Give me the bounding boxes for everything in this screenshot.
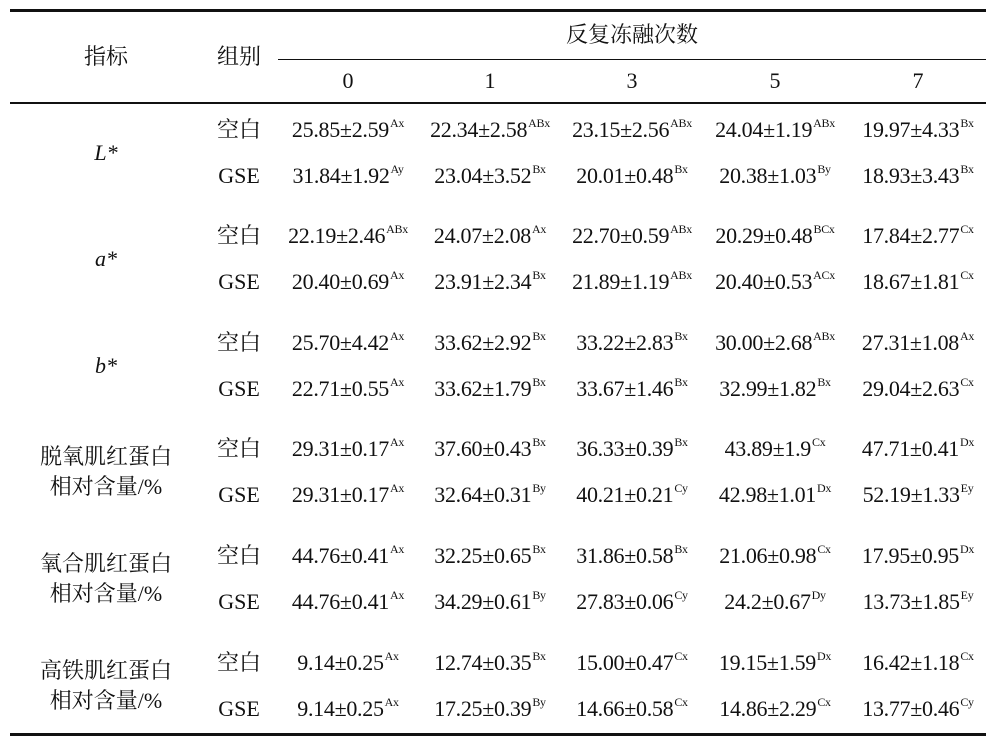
mean-sd-value: 23.04±3.52 xyxy=(434,163,532,188)
value-cell xyxy=(297,696,398,722)
mean-sd-value: 18.93±3.43 xyxy=(862,163,960,188)
significance-letters: By xyxy=(532,695,546,709)
value-cell xyxy=(719,482,831,508)
mean-sd-value: 34.29±0.61 xyxy=(434,589,532,614)
indicator-label-line: L* xyxy=(94,140,118,165)
mean-sd-value: 33.67±1.46 xyxy=(576,376,674,401)
group-cell: 空白 xyxy=(216,650,262,675)
significance-letters: Cx xyxy=(674,695,688,709)
cycle-header-1: 1 xyxy=(484,68,496,93)
significance-letters: ABx xyxy=(386,222,408,236)
indicator-label-line: 脱氧肌红蛋白 xyxy=(39,444,173,469)
indicator-label-line: 相对含量/% xyxy=(49,474,163,499)
significance-letters: Bx xyxy=(674,542,688,556)
value-cell xyxy=(288,223,408,249)
group-cell: 空白 xyxy=(216,223,262,248)
mean-sd-value: 25.70±4.42 xyxy=(291,330,389,355)
significance-letters: Cx xyxy=(817,542,831,556)
mean-sd-value: 52.19±1.33 xyxy=(862,482,960,507)
indicator-label-line: b* xyxy=(95,353,117,378)
value-cell xyxy=(292,376,404,402)
indicator-label-line: 相对含量/% xyxy=(49,688,163,713)
group-cell: GSE xyxy=(218,482,260,507)
significance-letters: Bx xyxy=(532,268,546,282)
mean-sd-value: 22.34±2.58 xyxy=(430,117,528,142)
mean-sd-value: 9.14±0.25 xyxy=(297,650,384,675)
significance-letters: Bx xyxy=(674,162,688,176)
significance-letters: Ax xyxy=(960,329,975,343)
value-cell xyxy=(719,376,830,402)
value-cell xyxy=(862,330,974,356)
significance-letters: Ey xyxy=(960,481,974,495)
mean-sd-value: 23.91±2.34 xyxy=(434,269,532,294)
value-cell xyxy=(292,117,404,143)
table-span-rule xyxy=(278,59,986,60)
significance-letters: Bx xyxy=(532,329,546,343)
group-cell: 空白 xyxy=(216,436,262,461)
value-cell xyxy=(715,117,835,143)
mean-sd-value: 17.95±0.95 xyxy=(861,543,959,568)
value-cell xyxy=(719,163,830,189)
mean-sd-value: 22.71±0.55 xyxy=(291,376,389,401)
indicator-cell xyxy=(40,549,172,609)
significance-letters: ACx xyxy=(813,268,835,282)
mean-sd-value: 44.76±0.41 xyxy=(291,589,389,614)
value-cell xyxy=(292,543,404,569)
value-cell xyxy=(576,589,687,615)
mean-sd-value: 31.86±0.58 xyxy=(576,543,674,568)
table-top-rule xyxy=(10,9,986,12)
value-cell xyxy=(434,436,545,462)
freeze-thaw-cycles-header: 反复冻融次数 xyxy=(565,22,699,47)
significance-letters: ABx xyxy=(670,268,692,282)
value-cell xyxy=(862,650,973,676)
significance-letters: Bx xyxy=(532,649,546,663)
significance-letters: Cx xyxy=(674,649,688,663)
mean-sd-value: 25.85±2.59 xyxy=(291,117,389,142)
significance-letters: ABx xyxy=(528,116,550,130)
value-cell xyxy=(434,223,546,249)
value-cell xyxy=(719,543,830,569)
group-cell: GSE xyxy=(218,376,260,401)
significance-letters: Bx xyxy=(674,435,688,449)
group-cell: 空白 xyxy=(216,117,262,142)
mean-sd-value: 29.31±0.17 xyxy=(291,436,389,461)
mean-sd-value: 14.86±2.29 xyxy=(719,696,817,721)
indicator-cell xyxy=(94,138,117,168)
indicator-header: 指标 xyxy=(83,44,129,69)
value-cell xyxy=(715,269,835,295)
significance-letters: Ax xyxy=(384,649,399,663)
value-cell xyxy=(862,543,974,569)
indicator-cell xyxy=(40,442,172,502)
significance-letters: ABx xyxy=(670,116,692,130)
significance-letters: Cx xyxy=(817,695,831,709)
mean-sd-value: 12.74±0.35 xyxy=(434,650,532,675)
value-cell xyxy=(297,650,398,676)
significance-letters: Cx xyxy=(960,649,974,663)
mean-sd-value: 21.06±0.98 xyxy=(719,543,817,568)
mean-sd-value: 47.71±0.41 xyxy=(861,436,959,461)
significance-letters: Bx xyxy=(674,375,688,389)
significance-letters: Bx xyxy=(532,542,546,556)
value-cell xyxy=(292,436,404,462)
table-header-rule xyxy=(10,102,986,104)
value-cell xyxy=(719,650,831,676)
significance-letters: Cx xyxy=(960,222,974,236)
value-cell xyxy=(292,482,404,508)
value-cell xyxy=(434,163,545,189)
indicator-cell xyxy=(95,244,117,274)
indicator-label-line: a* xyxy=(95,246,117,271)
group-cell: 空白 xyxy=(216,330,262,355)
mean-sd-value: 24.04±1.19 xyxy=(715,117,813,142)
mean-sd-value: 13.77±0.46 xyxy=(862,696,960,721)
significance-letters: Dx xyxy=(817,649,832,663)
value-cell xyxy=(715,223,834,249)
value-cell xyxy=(576,482,687,508)
significance-letters: Bx xyxy=(674,329,688,343)
value-cell xyxy=(434,543,545,569)
mean-sd-value: 9.14±0.25 xyxy=(297,696,384,721)
significance-letters: Bx xyxy=(960,116,974,130)
mean-sd-value: 37.60±0.43 xyxy=(434,436,532,461)
table-bottom-rule xyxy=(10,733,986,736)
value-cell xyxy=(576,696,687,722)
significance-letters: Ax xyxy=(390,268,405,282)
mean-sd-value: 27.31±1.08 xyxy=(861,330,959,355)
value-cell xyxy=(862,117,973,143)
value-cell xyxy=(862,696,973,722)
significance-letters: Ax xyxy=(390,329,405,343)
group-cell: GSE xyxy=(218,269,260,294)
significance-letters: Ey xyxy=(960,588,974,602)
mean-sd-value: 33.62±2.92 xyxy=(434,330,532,355)
mean-sd-value: 17.84±2.77 xyxy=(862,223,960,248)
significance-letters: By xyxy=(532,481,546,495)
value-cell xyxy=(576,650,687,676)
value-cell xyxy=(576,376,687,402)
cycle-header-3: 3 xyxy=(626,68,638,93)
value-cell xyxy=(434,696,545,722)
value-cell xyxy=(572,223,692,249)
mean-sd-value: 24.07±2.08 xyxy=(433,223,531,248)
mean-sd-value: 24.2±0.67 xyxy=(724,589,811,614)
value-cell xyxy=(292,589,404,615)
value-cell xyxy=(862,223,973,249)
significance-letters: Bx xyxy=(817,375,831,389)
value-cell xyxy=(862,436,974,462)
value-cell xyxy=(725,436,826,462)
mean-sd-value: 44.76±0.41 xyxy=(291,543,389,568)
value-cell xyxy=(434,330,545,356)
value-cell xyxy=(724,589,825,615)
mean-sd-value: 40.21±0.21 xyxy=(576,482,674,507)
significance-letters: Cx xyxy=(811,435,826,449)
mean-sd-value: 31.84±1.92 xyxy=(292,163,390,188)
value-cell xyxy=(434,482,545,508)
value-cell xyxy=(572,117,692,143)
mean-sd-value: 20.29±0.48 xyxy=(715,223,813,248)
significance-letters: Ay xyxy=(390,162,404,176)
significance-letters: Dx xyxy=(817,481,832,495)
mean-sd-value: 23.15±2.56 xyxy=(572,117,670,142)
mean-sd-value: 19.97±4.33 xyxy=(862,117,960,142)
group-cell: GSE xyxy=(218,696,260,721)
mean-sd-value: 22.19±2.46 xyxy=(288,223,386,248)
mean-sd-value: 29.31±0.17 xyxy=(291,482,389,507)
significance-letters: Ax xyxy=(532,222,547,236)
mean-sd-value: 32.99±1.82 xyxy=(719,376,817,401)
significance-letters: Ax xyxy=(390,588,405,602)
mean-sd-value: 22.70±0.59 xyxy=(572,223,670,248)
mean-sd-value: 20.40±0.53 xyxy=(715,269,813,294)
value-cell xyxy=(863,482,974,508)
mean-sd-value: 43.89±1.9 xyxy=(724,436,811,461)
significance-letters: Dy xyxy=(811,588,826,602)
significance-letters: Ax xyxy=(384,695,399,709)
value-cell xyxy=(862,376,973,402)
value-cell xyxy=(576,163,687,189)
significance-letters: By xyxy=(532,588,546,602)
mean-sd-value: 20.38±1.03 xyxy=(719,163,817,188)
significance-letters: Cy xyxy=(960,695,974,709)
value-cell xyxy=(292,330,404,356)
significance-letters: Ax xyxy=(390,116,405,130)
mean-sd-value: 32.25±0.65 xyxy=(434,543,532,568)
mean-sd-value: 21.89±1.19 xyxy=(572,269,670,294)
significance-letters: ABx xyxy=(670,222,692,236)
mean-sd-value: 32.64±0.31 xyxy=(434,482,532,507)
mean-sd-value: 14.66±0.58 xyxy=(576,696,674,721)
cycle-header-5: 5 xyxy=(769,68,781,93)
value-cell xyxy=(576,436,687,462)
significance-letters: Bx xyxy=(532,375,546,389)
mean-sd-value: 20.01±0.48 xyxy=(576,163,674,188)
group-header: 组别 xyxy=(216,44,262,69)
value-cell xyxy=(863,589,974,615)
significance-letters: Cy xyxy=(674,588,688,602)
significance-letters: Bx xyxy=(960,162,974,176)
value-cell xyxy=(434,269,545,295)
value-cell xyxy=(862,269,973,295)
significance-letters: Dx xyxy=(960,542,975,556)
mean-sd-value: 17.25±0.39 xyxy=(434,696,532,721)
indicator-label-line: 氧合肌红蛋白 xyxy=(39,551,173,576)
significance-letters: Ax xyxy=(390,481,405,495)
value-cell xyxy=(292,163,403,189)
mean-sd-value: 15.00±0.47 xyxy=(576,650,674,675)
mean-sd-value: 30.00±2.68 xyxy=(715,330,813,355)
value-cell xyxy=(434,589,545,615)
mean-sd-value: 42.98±1.01 xyxy=(718,482,816,507)
value-cell xyxy=(576,543,687,569)
group-cell: GSE xyxy=(218,589,260,614)
significance-letters: Cy xyxy=(674,481,688,495)
indicator-cell xyxy=(40,656,172,716)
value-cell xyxy=(292,269,404,295)
value-cell xyxy=(719,696,830,722)
significance-letters: Ax xyxy=(390,435,405,449)
significance-letters: Bx xyxy=(532,435,546,449)
significance-letters: ABx xyxy=(813,329,835,343)
significance-letters: By xyxy=(817,162,831,176)
mean-sd-value: 16.42±1.18 xyxy=(862,650,960,675)
significance-letters: BCx xyxy=(813,222,835,236)
value-cell xyxy=(715,330,835,356)
value-cell xyxy=(430,117,550,143)
value-cell xyxy=(572,269,692,295)
group-cell: 空白 xyxy=(216,543,262,568)
cycle-header-7: 7 xyxy=(912,68,924,93)
mean-sd-value: 33.62±1.79 xyxy=(434,376,532,401)
mean-sd-value: 33.22±2.83 xyxy=(576,330,674,355)
mean-sd-value: 29.04±2.63 xyxy=(862,376,960,401)
mean-sd-value: 36.33±0.39 xyxy=(576,436,674,461)
significance-letters: Bx xyxy=(532,162,546,176)
significance-letters: Ax xyxy=(390,542,405,556)
value-cell xyxy=(434,650,545,676)
mean-sd-value: 27.83±0.06 xyxy=(576,589,674,614)
mean-sd-value: 19.15±1.59 xyxy=(718,650,816,675)
indicator-label-line: 相对含量/% xyxy=(49,581,163,606)
significance-letters: Ax xyxy=(390,375,405,389)
significance-letters: Dx xyxy=(960,435,975,449)
significance-letters: ABx xyxy=(813,116,835,130)
indicator-cell xyxy=(95,351,117,381)
significance-letters: Cx xyxy=(960,375,974,389)
mean-sd-value: 20.40±0.69 xyxy=(291,269,389,294)
indicator-label-line: 高铁肌红蛋白 xyxy=(39,658,173,683)
significance-letters: Cx xyxy=(960,268,974,282)
value-cell xyxy=(434,376,545,402)
mean-sd-value: 13.73±1.85 xyxy=(862,589,960,614)
group-cell: GSE xyxy=(218,163,260,188)
cycle-header-0: 0 xyxy=(342,68,354,93)
mean-sd-value: 18.67±1.81 xyxy=(862,269,960,294)
value-cell xyxy=(576,330,687,356)
value-cell xyxy=(862,163,973,189)
